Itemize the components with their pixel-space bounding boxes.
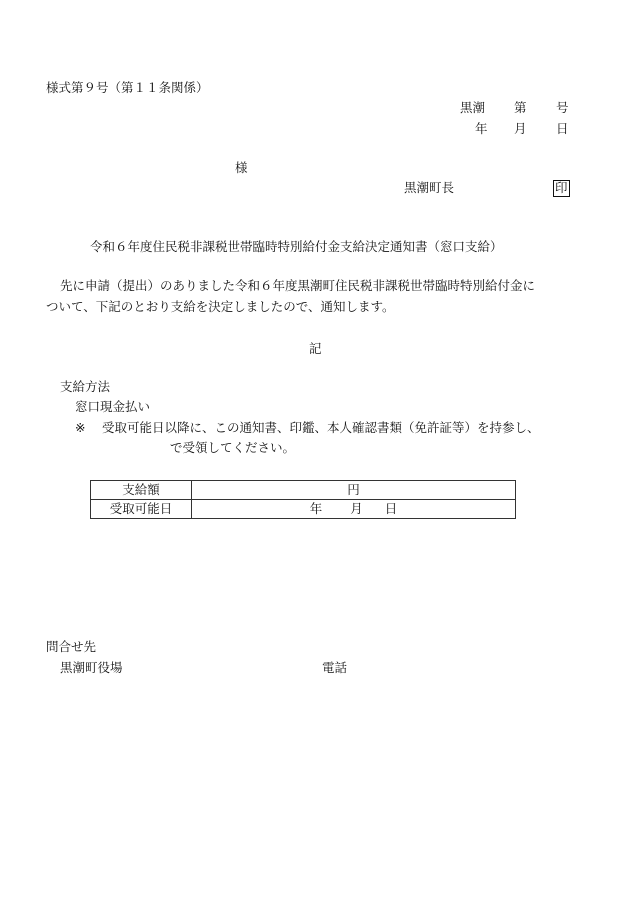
date-day: 日: [556, 121, 569, 136]
sender-title: 黒潮町長: [404, 180, 455, 195]
payment-method-value: 窓口現金払い: [75, 399, 151, 414]
body-line-2: ついて、下記のとおり支給を決定しましたので、通知します。: [46, 299, 395, 314]
payment-method-heading: 支給方法: [60, 379, 111, 394]
form-number: 様式第９号（第１１条関係）: [46, 80, 209, 95]
table-row: [91, 500, 516, 519]
number-go: 号: [556, 100, 569, 115]
table-row: [91, 481, 516, 500]
seal-text: 印: [555, 180, 568, 195]
receivable-date-year: 年: [309, 500, 323, 516]
note-line-1: 受取可能日以降に、この通知書、印鑑、本人確認書類（免許証等）を持参し、: [102, 420, 540, 435]
issuer-prefix: 黒潮: [460, 100, 486, 115]
body-line-1: 先に申請（提出）のありました令和６年度黒潮町住民税非課税世帯臨時特別給付金に: [60, 278, 536, 293]
amount-label: 支給額: [91, 481, 192, 500]
contact-phone-label: 電話: [322, 660, 348, 675]
note-mark: ※: [75, 420, 86, 435]
date-month: 月: [514, 121, 527, 136]
payment-table: [90, 480, 516, 519]
seal-mark: [553, 180, 570, 197]
note-line-2: で受領してください。: [170, 440, 296, 455]
receivable-date-day: 日: [384, 500, 398, 516]
ki-heading: 記: [309, 341, 322, 356]
contact-office: 黒潮町役場: [60, 660, 123, 675]
number-dai: 第: [514, 100, 527, 115]
addressee-honorific: 様: [235, 160, 248, 175]
amount-unit: 円: [347, 481, 360, 497]
date-year: 年: [475, 121, 488, 136]
receivable-date-label: 受取可能日: [91, 500, 192, 519]
amount-value: [192, 481, 516, 500]
contact-heading: 問合せ先: [46, 639, 97, 654]
receivable-date-month: 月: [350, 500, 363, 516]
document-title: 令和６年度住民税非課税世帯臨時特別給付金支給決定通知書（窓口支給）: [90, 239, 503, 254]
receivable-date-value: [192, 500, 516, 519]
